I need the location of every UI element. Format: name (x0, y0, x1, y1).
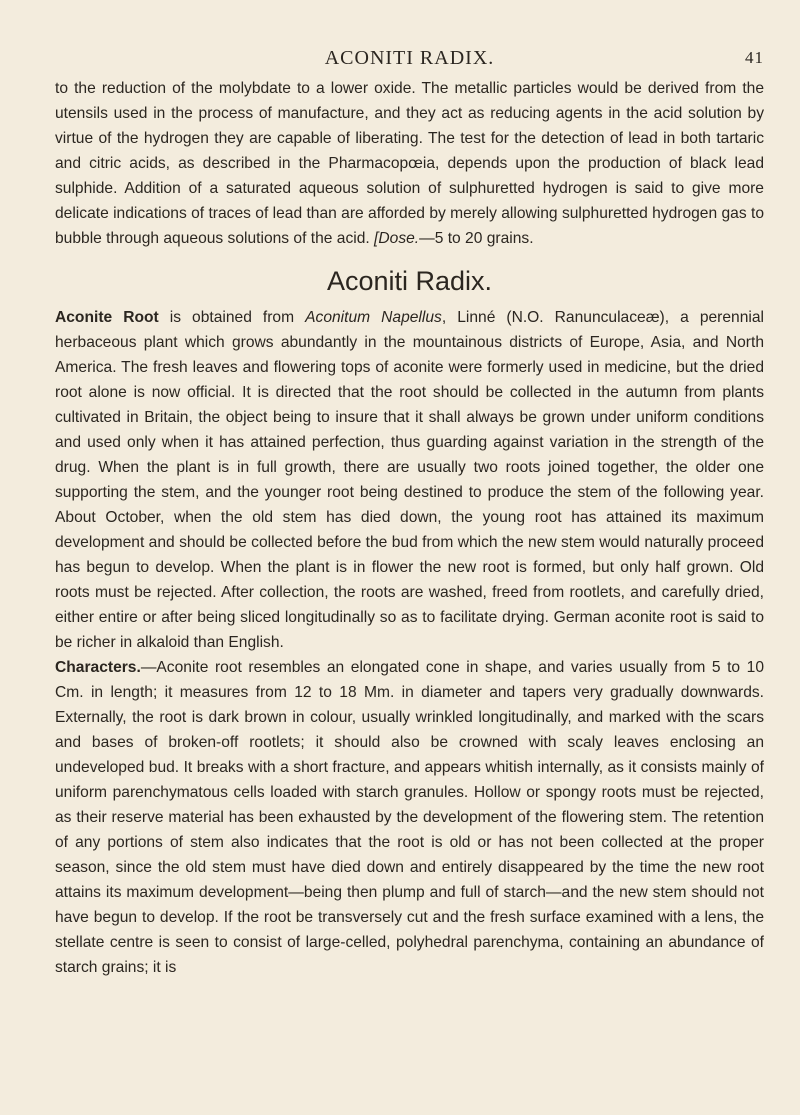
characters-text-body: —Aconite root resembles an elongated cone in shape, and varies usually from 5 to 10 Cm. in length; it measures from 12 to 18 Mm. in diameter and tapers very gradually downwards. Externally, the root is dark brown in colour, usually wrinkled longitudinally, and marked with the scars and bases of broken-off rootlets; it should also be crowned with scaly leaves enclosing an undeveloped bud. It breaks with a short fracture, and appears whitish internally, as it consists mainly of uniform parenchymatous cells loaded with starch granules. Hollow or spongy roots must be rejected, as their reserve material has been exhausted by the development of the flowering stem. The retention of any portions of stem also indicates that the root is old or has not been collected at the proper season, since the old stem must have died down and entirely disappeared by the time the new root attains its maximum development—being then plump and full of starch—and the new stem should not have begun to develop. If the root be transversely cut and the fresh surface examined with a lens, the stellate centre is seen to consist of large-celled, polyhedral parenchyma, containing an abundance of starch grains; it is (55, 659, 764, 976)
intro-paragraph-text: to the reduction of the molybdate to a lower oxide. The metallic particles would be derived from the utensils used in the process of manufacture, and they act as reducing agents in the acid solution by virtue of the hydrogen they are capable of liberating. The test for the detection of lead in both tartaric and citric acids, as described in the Pharmacopœia, depends upon the production of black lead sulphide. Addition of a saturated aqueous solution of sulphuretted hydrogen is said to give more delicate indications of traces of lead than are afforded by merely allowing sulphuretted hydrogen gas to bubble through aqueous solutions of the acid. (55, 80, 764, 247)
dose-value: —5 to 20 grains. (419, 230, 534, 247)
species-name: Aconitum Napellus (305, 309, 442, 326)
aconite-paragraph (55, 305, 764, 655)
page-number: 41 (745, 48, 764, 67)
running-title: ACONITI RADIX. (324, 47, 495, 69)
aconite-text-start: is obtained from (158, 309, 306, 326)
dose-label: [Dose. (374, 230, 420, 247)
aconite-run-in-heading: Aconite Root (55, 309, 159, 326)
running-head (55, 40, 764, 76)
characters-run-in-heading: Characters. (55, 659, 141, 676)
intro-paragraph (55, 76, 764, 251)
aconite-text-body: , Linné (N.O. Ranunculaceæ), a perennial herbaceous plant which grows abundantly in the mountainous districts of Europe, Asia, and North America. The fresh leaves and flowering tops of aconite were formerly used in medicine, but the dried root alone is now official. It is directed that the root should be collected in the autumn from plants cultivated in Britain, the object being to insure that it shall always be grown under uniform conditions and used only when it has attained perfection, thus guarding against variation in the strength of the drug. When the plant is in full growth, there are usually two roots joined together, the older one supporting the stem, and the younger root being destined to produce the stem of the following year. About October, when the old stem has died down, the young root has attained its maximum development and should be collected before the bud from which the new stem would naturally proceed has begun to develop. When the plant is in flower the new root is formed, but only half grown. Old roots must be rejected. After collection, the roots are washed, freed from rootlets, and carefully dried, either entire or after being sliced longitudinally so as to facilitate drying. German aconite root is said to be richer in alkaloid than English. (55, 309, 764, 651)
section-heading: Aconiti Radix. (326, 266, 493, 296)
characters-paragraph (55, 655, 764, 980)
